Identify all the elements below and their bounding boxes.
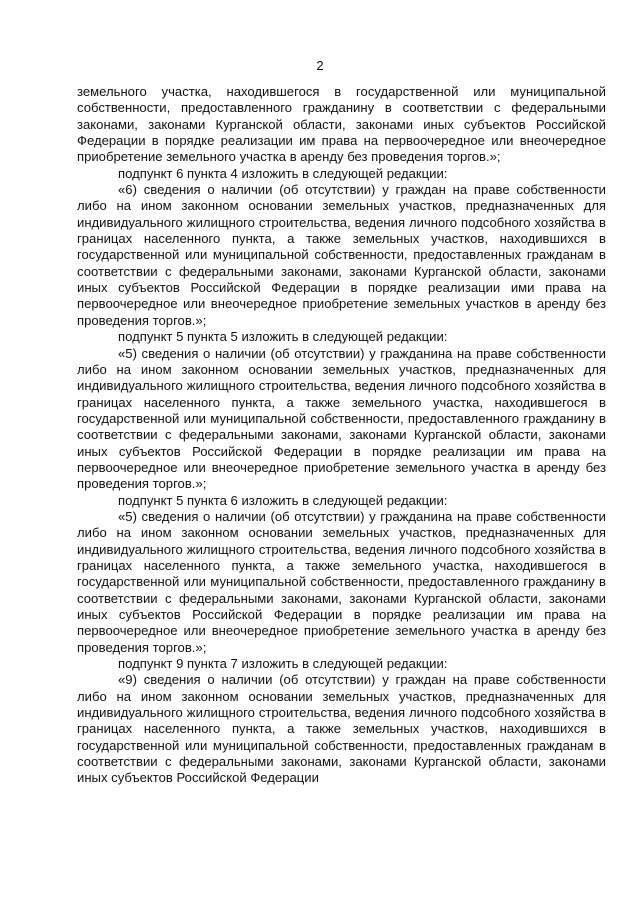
paragraph-amendment-text-3: «5) сведения о наличии (об отсутствии) у гражданина на праве собственности либо на ином законном основании земельных участков, предназначенных для индивидуального жилищного строительства, ведения личного подсобного хозяйства в границах населенного пункта, а также земельного участка, находившегося в государственной или муниципальной собственности, предоставленного гражданину в соответствии с федеральными законами, законами Курганской области, законами иных субъектов Российской Федерации в порядке реализации им права на первоочередное или внеочередное приобретение земельного участка в аренду без проведения торгов.»; xyxy=(77,508,606,655)
paragraph-continuation: земельного участка, находившегося в государственной или муниципальной собственности, предоставленного гражданину в соответствии с федеральными законами, законами Курганской области, законами иных субъектов Российской Федерации в порядке реализации им права на первоочередное или внеочередное приобретение земельного участка в аренду без проведения торгов.»; xyxy=(77,84,606,165)
paragraph-amendment-text-1: «6) сведения о наличии (об отсутствии) у граждан на праве собственности либо на ином законном основании земельных участков, предназначенных для индивидуального жилищного строительства, ведения личного подсобного хозяйства в границах населенного пункта, а также земельных участков, находившихся в государственной или муниципальной собственности, предоставленных гражданам в соответствии с федеральными законами, законами Курганской области, законами иных субъектов Российской Федерации в порядке реализации ими права на первоочередное или внеочередное приобретение земельных участков в аренду без проведения торгов.»; xyxy=(77,182,606,328)
page-number: 2 xyxy=(316,58,324,73)
paragraph-amendment-instruction-1: подпункт 6 пункта 4 изложить в следующей редакции: xyxy=(118,165,448,181)
paragraph-amendment-instruction-2: подпункт 5 пункта 5 изложить в следующей редакции: xyxy=(118,329,448,345)
paragraph-amendment-instruction-4: подпункт 9 пункта 7 изложить в следующей редакции: xyxy=(118,656,448,672)
paragraph-amendment-instruction-3: подпункт 5 пункта 6 изложить в следующей редакции: xyxy=(118,492,448,508)
paragraph-amendment-text-4: «9) сведения о наличии (об отсутствии) у граждан на праве собственности либо на ином законном основании земельных участков, предназначенных для индивидуального жилищного строительства, ведения личного подсобного хозяйства в границах населенного пункта, а также земельных участков, находившихся в государственной или муниципальной собственности, предоставленных гражданам в соответствии с федеральными законами, законами Курганской области, законами иных субъектов Российской Федерации xyxy=(77,672,606,786)
paragraph-amendment-text-2: «5) сведения о наличии (об отсутствии) у гражданина на праве собственности либо на ином законном основании земельных участков, предназначенных для индивидуального жилищного строительства, ведения личного подсобного хозяйства в границах населенного пункта, а также земельного участка, находившегося в государственной или муниципальной собственности, предоставленного гражданину в соответствии с федеральными законами, законами Курганской области, законами иных субъектов Российской Федерации в порядке реализации им права на первоочередное или внеочередное приобретение земельного участка в аренду без проведения торгов.»; xyxy=(77,345,606,492)
document-body xyxy=(77,84,606,787)
